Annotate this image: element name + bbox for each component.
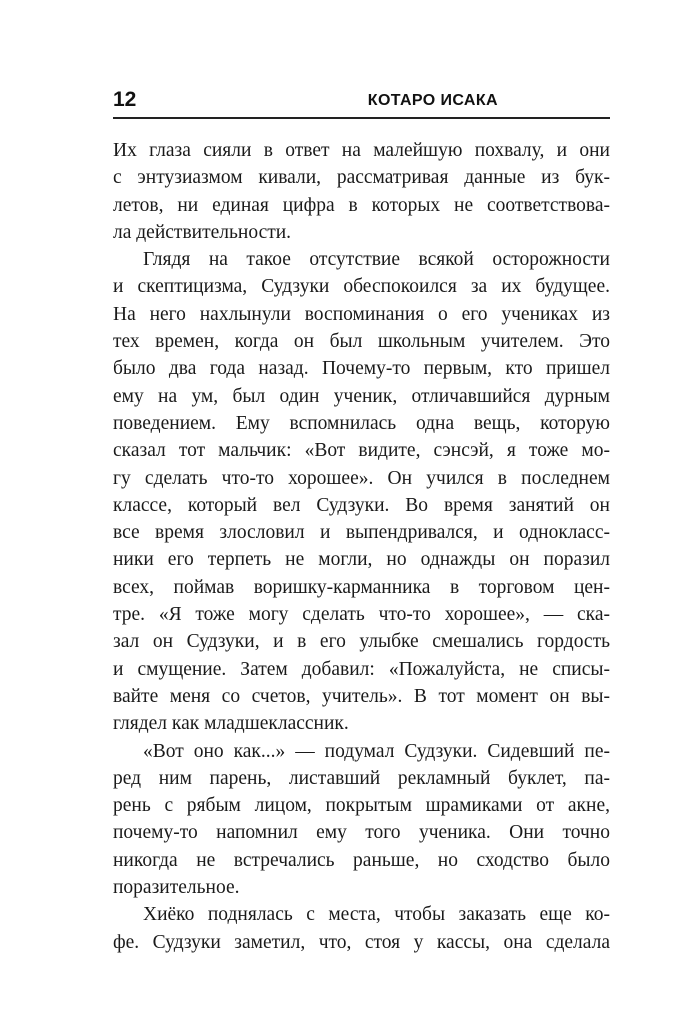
text-line: ему на ум, был один ученик, отличавшийся дурным — [113, 385, 610, 407]
text-line: зал он Судзуки, и в его улыбке смешались гордость — [113, 631, 610, 653]
running-head-author: КОТАРО ИСАКА — [367, 92, 498, 109]
text-line: почему-то напомнил ему того ученика. Они точно — [113, 822, 610, 844]
text-line: поведением. Ему вспомнилась одна вещь, которую — [113, 412, 610, 434]
text-line: и смущение. Затем добавил: «Пожалуйста, не списы- — [113, 658, 610, 680]
page-number: 12 — [113, 88, 137, 111]
text-line: ники его терпеть не могли, но однажды он поразил — [113, 549, 610, 571]
text-line: фе. Судзуки заметил, что, стоя у кассы, она сделала — [113, 931, 610, 953]
text-line: ред ним парень, листавший рекламный буклет, па- — [113, 767, 610, 789]
text-line: с энтузиазмом кивали, рассматривая данные из бук- — [113, 167, 610, 189]
text-line: все время злословил и выпендривался, и однокласс- — [113, 522, 610, 544]
page-header — [113, 88, 610, 114]
text-line: На него нахлынули воспоминания о его учениках из — [113, 303, 610, 325]
text-line: тех времен, когда он был школьным учителем. Это — [113, 331, 610, 353]
text-line: и скептицизма, Судзуки обеспокоился за их будущее. — [113, 276, 610, 298]
text-line: тре. «Я тоже могу сделать что-то хорошее», — ска- — [113, 604, 610, 626]
text-line: глядел как младшеклассник. — [113, 713, 349, 735]
text-line: Их глаза сияли в ответ на малейшую похвалу, и они — [113, 140, 610, 161]
text-line: летов, ни единая цифра в которых не соответствова- — [113, 194, 610, 216]
text-line: классе, который вел Судзуки. Во время занятий он — [113, 494, 610, 516]
text-line: всех, поймав воришку-карманника в торговом цен- — [113, 576, 610, 598]
text-line: гу сделать что-то хорошее». Он учился в последнем — [113, 467, 610, 489]
text-line: Хиёко поднялась с места, чтобы заказать еще ко- — [143, 904, 610, 926]
text-line: ла действительности. — [113, 221, 292, 243]
text-line: никогда не встречались раньше, но сходство было — [113, 849, 610, 871]
text-line: Глядя на такое отсутствие всякой осторожности — [143, 249, 610, 271]
header-rule — [113, 117, 610, 119]
text-line: сказал тот мальчик: «Вот видите, сэнсэй, я тоже мо- — [113, 440, 610, 462]
text-line: поразительное. — [113, 877, 240, 899]
text-line: рень с рябым лицом, покрытым шрамиками от акне, — [113, 795, 610, 817]
text-line: было два года назад. Почему-то первым, кто пришел — [113, 358, 610, 380]
text-line: вайте меня со счетов, учитель». В тот момент он вы- — [113, 685, 610, 707]
text-line: «Вот оно как...» — подумал Судзуки. Сидевший пе- — [143, 740, 610, 762]
body-text — [113, 137, 610, 956]
